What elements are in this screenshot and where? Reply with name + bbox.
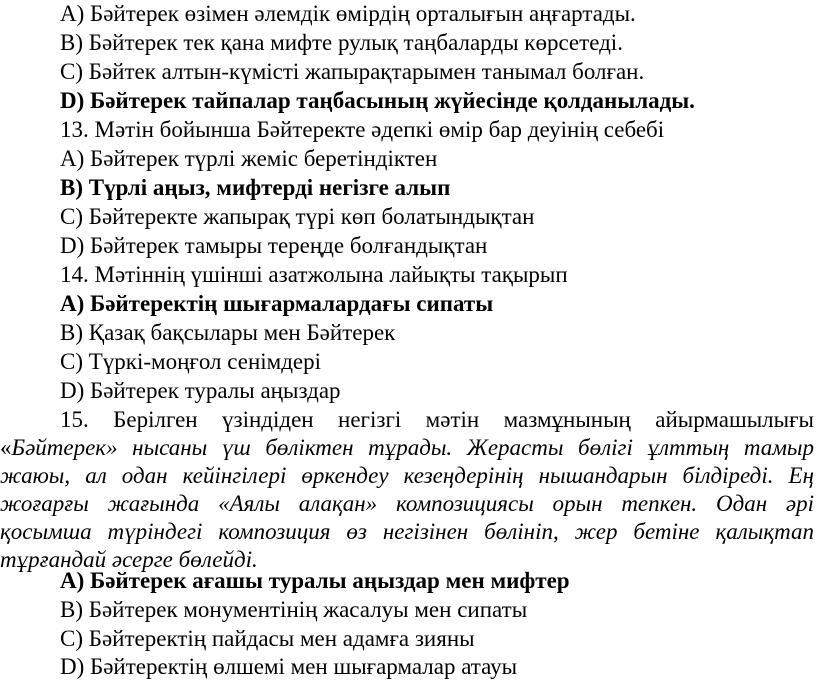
option-15-c: C) Бәйтеректің пайдасы мен адамға зияны: [60, 626, 475, 651]
opening-quote: «: [0, 435, 12, 460]
option-12-a: A) Бәйтерек өзімен әлемдік өмірдің орталығын аңғартады.: [60, 1, 636, 26]
option-13-a: A) Бәйтерек түрлі жеміс беретіндіктен: [60, 146, 438, 171]
question-15-excerpt-line: жаюы, ал одан кейінгілері өркендеу кезеңдерінің нышандарын білдіреді. Ең: [0, 463, 814, 488]
option-13-d: D) Бәйтерек тамыры тереңде болғандықтан: [60, 233, 488, 258]
option-13-c: C) Бәйтеректе жапырақ түрі көп болатындықтан: [60, 204, 535, 229]
question-15-excerpt-line: қосымша түріндегі композиция өз негізінен бөлініп, жер бетіне қалықтап: [0, 519, 814, 544]
question-15-excerpt-line: тұрғандай әсерге бөлейді.: [0, 547, 258, 572]
option-12-d-answer: D) Бәйтерек тайпалар таңбасының жүйесінде қолданылады.: [60, 88, 695, 113]
question-15-excerpt-line: [0, 434, 814, 462]
question-15-paragraph: [0, 406, 814, 574]
option-14-d: D) Бәйтерек туралы аңыздар: [60, 378, 341, 403]
option-12-b: B) Бәйтерек тек қана мифте рулық таңбаларды көрсетеді.: [60, 30, 623, 55]
option-14-b: B) Қазақ бақсылары мен Бәйтерек: [60, 320, 396, 345]
question-15-title: 15. Берілген үзіндіден негізгі мәтін мазмұнының айырмашылығы: [60, 407, 814, 432]
question-14: 14. Мәтіннің үшінші азатжолына лайықты тақырып: [60, 262, 568, 287]
option-15-a-answer: A) Бәйтерек ағашы туралы аңыздар мен мифтер: [60, 568, 570, 593]
option-14-a-answer: A) Бәйтеректің шығармалардағы сипаты: [60, 291, 494, 316]
option-15-b: B) Бәйтерек монументінің жасалуы мен сипаты: [60, 597, 528, 622]
option-13-b-answer: B) Түрлі аңыз, мифтерді негізге алып: [60, 175, 451, 200]
question-13: 13. Мәтін бойынша Бәйтеректе әдепкі өмір бар деуінің себебі: [60, 117, 665, 142]
option-12-c: C) Бәйтек алтын-күмісті жапырақтарымен танымал болған.: [60, 59, 645, 84]
option-14-c: C) Түркі-моңғол сенімдері: [60, 349, 321, 374]
excerpt-text: Бәйтерек» нысаны үш бөліктен тұрады. Жерасты бөлігі ұлттың тамыр: [11, 435, 814, 460]
option-15-d: D) Бәйтеректің өлшемі мен шығармалар атауы: [60, 654, 518, 679]
question-15-excerpt-line: жоғарғы жағында «Аялы алақан» композициясы орын тепкен. Одан әрі: [0, 491, 814, 516]
